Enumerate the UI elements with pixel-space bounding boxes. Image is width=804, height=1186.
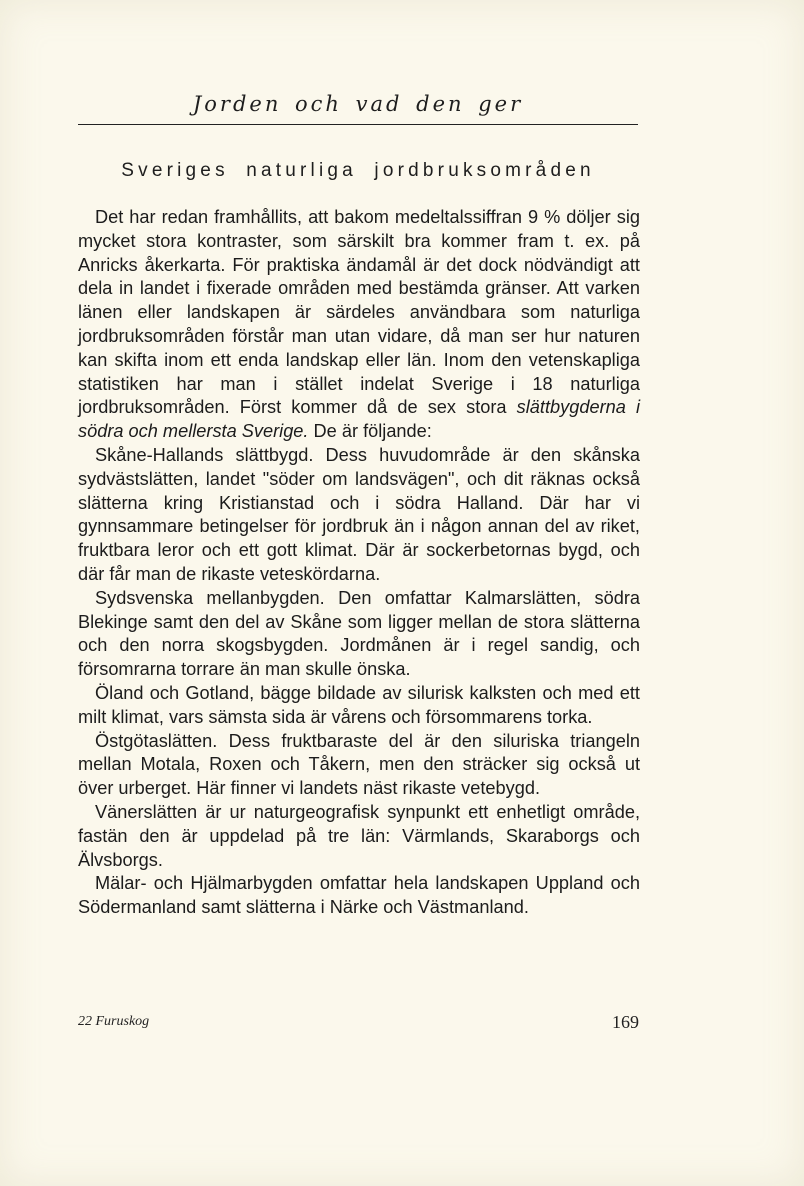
signature-mark: 22 Furuskog <box>78 1014 150 1029</box>
section-title: Sveriges naturliga jordbruksområden <box>121 160 595 181</box>
paragraph-intro-italic: slättbygderna i södra och mellersta Sverige. <box>78 397 640 442</box>
running-header: Jorden och vad den ger <box>192 92 524 116</box>
page-number: 169 <box>612 1012 639 1032</box>
paragraph-ostgota: Östgötaslätten. Dess fruktbaraste del är den siluriska triangeln mellan Motala, Roxen och Tåkern, men den sträcker sig också ut över urberget. Här finner vi landets näst rikaste vetebygd. <box>78 730 640 799</box>
paragraph-intro-text: Det har redan framhållits, att bakom medeltalssiffran 9 % döljer sig mycket stora kontraster, som särskilt bra kommer fram t. ex. på Anricks åkerkarta. För praktiska ändamål är det dock nödvändigt att dela in landet i fixerade områden med bestämda gränser. Att varken länen eller landskapen är särdeles användbara som naturliga jordbruksområden förstår man utan vidare, då man ser hur naturen kan skifta inom ett enda landskap eller län. Inom den vetenskapliga statistiken har man i stället indelat Sverige i 18 naturliga jordbruksområden. Först kommer då de sex stora <box>78 207 640 418</box>
paragraph-intro <box>78 206 640 444</box>
header-rule <box>78 124 638 125</box>
paragraph-malar: Mälar- och Hjälmarbygden omfattar hela landskapen Uppland och Södermanland samt slätterna i Närke och Västmanland. <box>78 873 640 918</box>
body-text <box>78 206 640 920</box>
paragraph-vaner: Vänerslätten är ur naturgeografisk synpunkt ett enhetligt område, fastän den är uppdelad på tre län: Värmlands, Skaraborgs och Älvsborgs. <box>78 801 640 870</box>
paragraph-intro-end: De är följande: <box>308 421 432 442</box>
paragraph-skane: Skåne-Hallands slättbygd. Dess huvudområde är den skånska sydvästslätten, landet "söder om landsvägen", och dit räknas också slätterna kring Kristianstad och i södra Halland. Där har vi gynnsammare betingelser för jordbruk än i någon annan del av riket, fruktbara leror och ett gott klimat. Där är sockerbetornas bygd, och där får man de rikaste veteskördarna. <box>78 444 640 584</box>
paragraph-oland: Öland och Gotland, bägge bildade av silurisk kalksten och med ett milt klimat, vars sämsta sida är vårens och försommarens torka. <box>78 682 640 727</box>
paragraph-sydsvenska: Sydsvenska mellanbygden. Den omfattar Kalmarslätten, södra Blekinge samt den del av Skåne som ligger mellan de stora slätterna och den norra skogsbygden. Jordmånen är i regel sandig, och försomrarna torrare än man skulle önska. <box>78 587 640 680</box>
